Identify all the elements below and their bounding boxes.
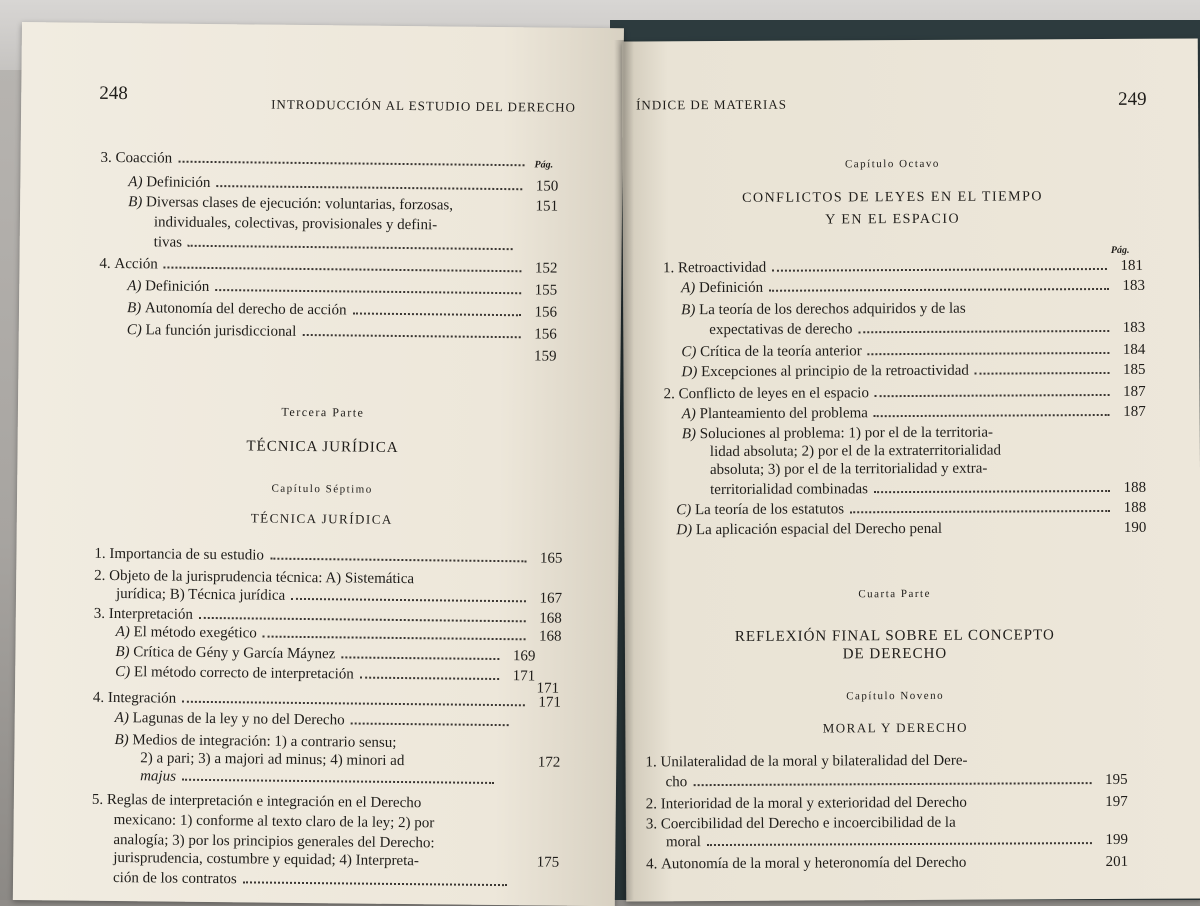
toc-entry-continued: 2) a pari; 3) a majori ad minus; 4) minori ad 172 bbox=[140, 750, 561, 771]
toc-entry: 4. Integración 171 bbox=[92, 689, 561, 711]
toc-entry: A) El método exegético 168 bbox=[115, 624, 562, 645]
toc-entry: A) Definición 155 bbox=[127, 278, 558, 299]
part-title: TÉCNICA JURÍDICA bbox=[246, 438, 399, 456]
page-number: 248 bbox=[99, 82, 128, 105]
toc-entry: B) Crítica de Gény y García Máynez 169 bbox=[115, 644, 536, 665]
book-gutter bbox=[614, 40, 634, 900]
toc-entry: C) Crítica de la teoría anterior 184 bbox=[681, 341, 1146, 361]
part-title: DE DERECHO bbox=[842, 645, 948, 663]
toc-entry-continued: territorialidad combinadas 188 bbox=[710, 479, 1147, 499]
toc-entry: 3. Interpretación 168 bbox=[93, 605, 562, 627]
toc-entry: 3. Coercibilidad del Derecho e incoercibilidad de la bbox=[645, 814, 956, 833]
toc-entry: 4. Autonomía de la moral y heteronomía del Derecho 201 bbox=[646, 853, 1129, 873]
toc-entry: C) La función jurisdiccional 156 bbox=[126, 322, 557, 343]
chapter-title: CONFLICTOS DE LEYES EN EL TIEMPO bbox=[742, 189, 1044, 206]
pag-label: Pág. bbox=[534, 159, 554, 171]
toc-entry: 2. Interioridad de la moral y exterioridad del Derecho 197 bbox=[645, 793, 1128, 813]
toc-entry: B) Diversas clases de ejecución: voluntarias, forzosas, 151 bbox=[128, 194, 559, 215]
part-title: REFLEXIÓN FINAL SOBRE EL CONCEPTO bbox=[734, 627, 1055, 645]
page-number: 249 bbox=[1118, 88, 1147, 110]
toc-entry-continued: lidad absoluta; 2) por el de la extraterritorialidad bbox=[709, 442, 1002, 461]
chapter-label: Capítulo Octavo bbox=[844, 157, 940, 171]
toc-entry: A) Definición 150 bbox=[128, 174, 559, 195]
pag-label: Pág. bbox=[1110, 244, 1130, 256]
toc-entry: D) Excepciones al principio de la retroactividad 185 bbox=[681, 361, 1146, 381]
toc-entry-continued: moral 199 bbox=[665, 831, 1128, 851]
toc-entry-continued: majus bbox=[140, 767, 500, 789]
toc-entry-continued: analogía; 3) por los principios generales del Derecho: bbox=[113, 832, 435, 852]
toc-entry: 159 bbox=[533, 348, 557, 365]
running-head: ÍNDICE DE MATERIAS bbox=[636, 96, 788, 113]
toc-entry-continued: mexicano: 1) conforme al texto claro de la ley; 2) por bbox=[113, 812, 435, 832]
toc-entry-continued: individuales, colectivas, provisionales y defini- bbox=[153, 214, 438, 234]
toc-entry: 4. Acción 152 bbox=[99, 255, 558, 277]
toc-entry: 2. Objeto de la jurisprudencia técnica: A) Sistemática bbox=[94, 567, 415, 588]
toc-entry: C) El método correcto de interpretación 171 bbox=[115, 664, 536, 685]
toc-entry: 1. Importancia de su estudio 165 bbox=[94, 545, 563, 567]
toc-entry: C) La teoría de los estatutos 188 bbox=[676, 499, 1147, 519]
toc-entry-continued: ción de los contratos bbox=[113, 869, 513, 891]
right-page bbox=[622, 38, 1200, 901]
chapter-label: Capítulo Noveno bbox=[846, 689, 945, 703]
toc-entry: A) Definición 183 bbox=[681, 277, 1146, 297]
toc-entry: A) Planteamiento del problema 187 bbox=[681, 403, 1146, 423]
running-head: INTRODUCCIÓN AL ESTUDIO DEL DERECHO bbox=[271, 96, 577, 115]
toc-entry: 1. Retroactividad 181 bbox=[662, 257, 1143, 277]
toc-entry: B) Medios de integración: 1) a contrario sensu; bbox=[114, 732, 397, 751]
chapter-title: Y EN EL ESPACIO bbox=[825, 211, 961, 228]
toc-entry-continued: cho 195 bbox=[665, 771, 1128, 791]
toc-entry-continued: jurisprudencia, costumbre y equidad; 4) Interpreta- 175 bbox=[113, 850, 560, 871]
left-page bbox=[13, 22, 624, 906]
toc-entry-continued: tivas bbox=[154, 233, 519, 255]
chapter-label: Capítulo Séptimo bbox=[271, 482, 373, 496]
toc-entry: 171 bbox=[536, 680, 560, 697]
toc-entry: A) Lagunas de la ley y no del Derecho bbox=[115, 709, 515, 731]
chapter-title: MORAL Y DERECHO bbox=[822, 719, 969, 736]
toc-entry: B) Autonomía del derecho de acción 156 bbox=[126, 300, 558, 321]
toc-entry: B) Soluciones al problema: 1) por el de la territoria- bbox=[681, 424, 994, 443]
toc-entry-continued: expectativas de derecho 183 bbox=[709, 319, 1146, 339]
toc-entry: B) La teoría de los derechos adquiridos y de las bbox=[681, 300, 966, 319]
toc-entry: 1. Unilateralidad de la moral y bilateralidad del Dere- bbox=[645, 752, 968, 771]
toc-entry: D) La aplicación espacial del Derecho penal 190 bbox=[676, 519, 1147, 539]
part-label: Tercera Parte bbox=[281, 404, 365, 420]
toc-entry: 5. Reglas de interpretación e integración en el Derecho bbox=[91, 791, 422, 812]
part-label: Cuarta Parte bbox=[858, 587, 932, 601]
toc-entry-continued: absoluta; 3) por el de la territorialidad y extra- bbox=[709, 460, 988, 479]
chapter-title: TÉCNICA JURÍDICA bbox=[250, 510, 393, 527]
toc-entry: 2. Conflicto de leyes en el espacio 187 bbox=[663, 383, 1146, 403]
toc-entry-continued: jurídica; B) Técnica jurídica 167 bbox=[115, 586, 563, 607]
toc-entry: 3. Coacción bbox=[100, 149, 530, 172]
